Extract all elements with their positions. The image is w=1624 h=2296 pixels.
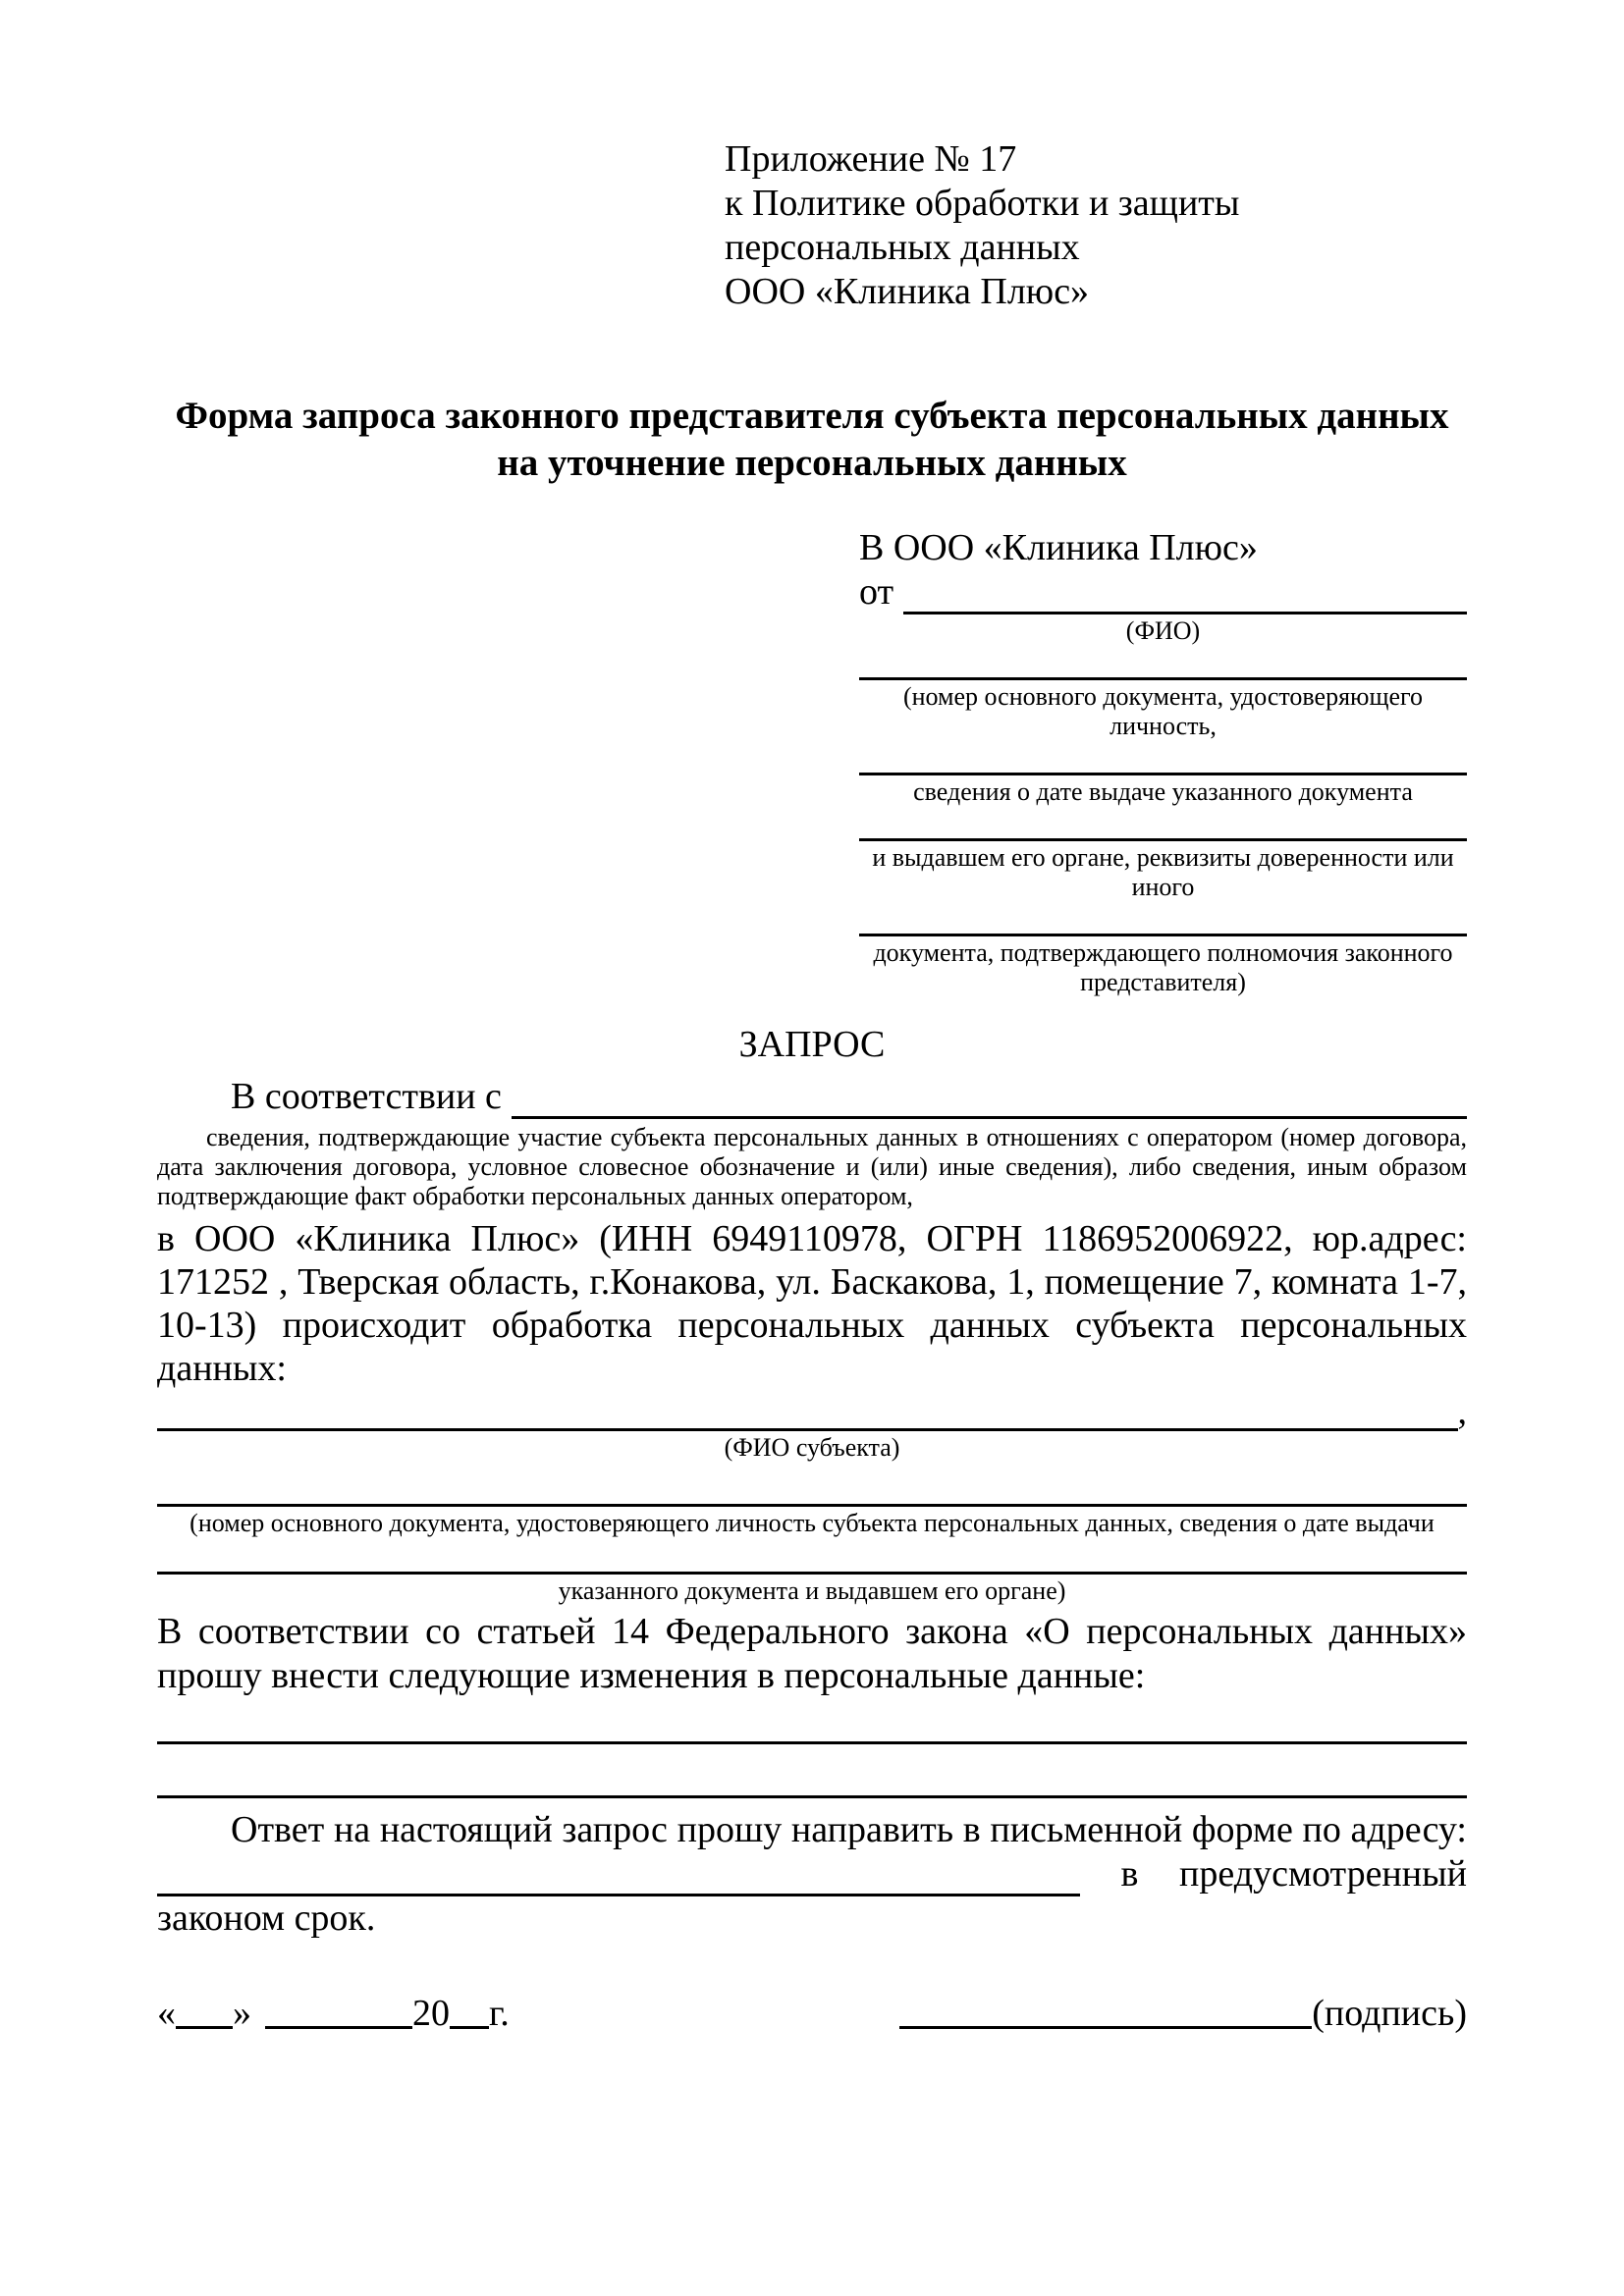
form-title [157,393,1467,487]
from-name-blank-field [903,578,1467,614]
date-group [157,1992,510,2036]
fio-caption: (ФИО) [1125,616,1201,645]
subject-fio-caption: (ФИО субъекта) [724,1433,900,1462]
article14-paragraph: В соответствии со статьей 14 Федерального закона «О персональных данных» прошу внести следующие изменения в персональные данные: [157,1611,1467,1696]
doc-issuer-caption: и выдавшем его органе, реквизиты доверенности или иного [872,843,1454,901]
doc-number-caption: (номер основного документа, удостоверяющего личность, [902,682,1424,740]
operator-details-paragraph: в ООО «Клиника Плюс» (ИНН 6949110978, ОГРН 1186952006922, юр.адрес: 171252 , Тверская область, г.Конакова, ул. Баскакова, 1, помещение 7, комната 1-7, 10-13) происходит обработка персональных данных субъекта персональных данных: [157,1218,1467,1389]
request-intro-label: В соответствии с [231,1076,502,1117]
subject-doc-caption-bottom: указанного документа и выдавшем его органе) [558,1576,1066,1605]
doc-number-blank-field [859,646,1467,680]
date-signature-row [157,1992,1467,2036]
subject-doc-row [157,1538,1467,1606]
request-heading: ЗАПРОС [738,1024,886,1065]
changes-blank-field [157,1744,1467,1798]
subject-fio-blank-field [157,1395,1458,1431]
year-prefix: 20 [412,1993,450,2034]
appendix-header-line: Приложение № 17 [725,138,1017,180]
response-address-paragraph: Ответ на настоящий запрос прошу направить в письменной форме по адресу: [231,1809,1467,1850]
form-title-line2: на уточнение персональных данных [497,442,1127,484]
addressee-from-row [859,570,1467,614]
addressee-doc-row [859,902,1467,997]
appendix-header-line: ООО «Клиника Плюс» [725,271,1090,312]
quote-open: « [157,1993,176,2034]
representative-authority-caption: документа, подтверждающего полномочия законного представителя) [873,938,1453,996]
doc-issue-date-caption: сведения о дате выдаче указанного документа [913,777,1413,806]
response-address-row [157,1852,1467,1896]
addressee-doc-row [859,741,1467,807]
quote-close: » [233,1993,251,2034]
appendix-header-line: персональных данных [725,227,1080,268]
doc-issue-date-blank-field [859,741,1467,775]
relation-proof-blank-field [512,1083,1467,1119]
request-intro-row [157,1075,1467,1119]
appendix-header [725,137,1467,314]
subject-doc-blank-field [157,1470,1467,1507]
signature-group [899,1992,1467,2036]
addressee-to: В ООО «Клиника Плюс» [859,527,1258,568]
relation-proof-footnote: сведения, подтверждающие участие субъекта персональных данных в отношениях с оператором (номер договора, дата заключения договора, условное словесное обозначение и (или) иные сведения), либо сведения, иным образом подтверждающие факт обработки персональных данных оператором, [157,1123,1467,1210]
signature-blank-field [899,1997,1312,2029]
changes-blank-field [157,1698,1467,1744]
representative-authority-blank-field [859,902,1467,936]
signature-caption: (подпись) [1312,1993,1467,2034]
subject-fio-row [157,1392,1467,1431]
doc-issuer-blank-field [859,807,1467,841]
from-label: от [859,571,894,613]
response-address-blank-field [157,1860,1080,1896]
response-paragraph-end: законом срок. [157,1897,376,1939]
year-blank-field [450,1997,489,2029]
form-title-line1: Форма запроса законного представителя субъекта персональных данных [175,395,1449,437]
response-word-tail: предусмотренный [1179,1853,1467,1895]
subject-doc-caption-top: (номер основного документа, удостоверяющего личность субъекта персональных данных, сведения о дате выдачи [189,1509,1435,1537]
appendix-header-line: к Политике обработки и защиты [725,183,1240,224]
year-suffix: г. [489,1993,510,2034]
subject-fio-trailing-comma: , [1457,1391,1467,1432]
addressee-doc-row [859,646,1467,741]
month-blank-field [265,1997,412,2029]
day-blank-field [176,1997,233,2029]
response-word-in: в [1120,1853,1139,1895]
subject-doc-row [157,1470,1467,1538]
addressee-doc-row [859,807,1467,902]
addressee-block [859,526,1467,997]
subject-doc-issuer-blank-field [157,1538,1467,1575]
